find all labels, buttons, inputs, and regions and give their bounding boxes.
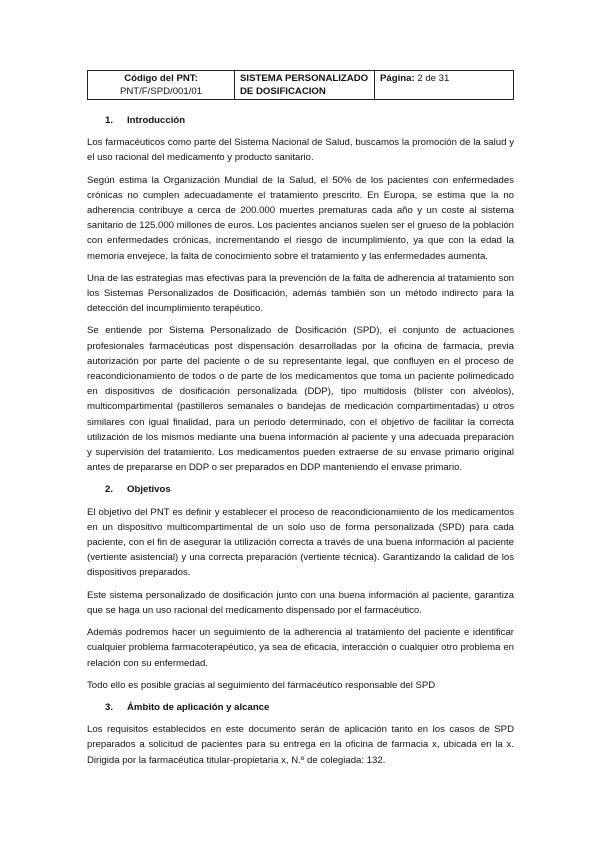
section-heading-objetivos	[87, 482, 514, 497]
section-title: Ámbito de aplicación y alcance	[127, 701, 270, 713]
page-number: 2 de 31	[417, 73, 450, 84]
paragraph: Además podremos hacer un seguimiento de la adherencia al tratamiento del paciente e identificar cualquier problema farmacoterapéutico, ya sea de eficacia, interacción o cualquier otro problema en relación con su enfermedad.	[87, 627, 514, 669]
paragraph: Todo ello es posible gracias al seguimiento del farmacéutico responsable del SPD	[87, 679, 436, 691]
paragraph: Una de las estrategias mas efectivas para la prevención de la falta de adherencia al tratamiento son los Sistemas Personalizados de Dosificación, además también son un método indirecto para la detección del incumplimiento terapéutico.	[87, 272, 514, 315]
page-label: Página:	[380, 73, 415, 84]
section-number: 3.	[105, 701, 114, 713]
code-cell	[88, 71, 235, 100]
header-table	[87, 70, 514, 100]
system-cell	[235, 71, 375, 100]
paragraph: Los requisitos establecidos en este documento serán de aplicación tanto en los casos de SPD preparados a solicitud de pacientes para su entrega en la oficina de farmacia x, ubicada en la x. Dirigida por la farmacéutica titular-propietaria x, N.º de colegiada: 132.	[87, 724, 514, 766]
section-heading-introduccion	[87, 113, 514, 128]
section-number: 2.	[105, 484, 114, 496]
paragraph: El objetivo del PNT es definir y establecer el proceso de reacondicionamiento de los medicamentos en un dispositivo multicompartimental de un solo uso de forma personalizada (SPD) para cada paciente, con el fin de asegurar la utilización correcta a través de una buena información al paciente (vertiente asistencial) y una correcta preparación (vertiente técnica). Garantizando la calidad de los dispositivos preparados.	[87, 506, 514, 579]
section-number: 1.	[105, 115, 114, 126]
document-body	[87, 113, 514, 775]
system-title-line2: DE DOSIFICACION	[240, 86, 326, 97]
page-cell	[375, 71, 514, 100]
code-value: PNT/F/SPD/001/01	[119, 86, 203, 97]
paragraph: Este sistema personalizado de dosificación junto con una buena información al paciente, garantiza que se haga un uso racional del medicamento dispensado por el farmacéutico.	[87, 589, 514, 616]
paragraph: Se entiende por Sistema Personalizado de Dosificación (SPD), el conjunto de actuaciones profesionales farmacéuticas post dispensación desarrolladas por la oficina de farmacia, previa autorización por parte del paciente o de su representante legal, que confluyen en el proceso de reacondicionamiento de todos o de parte de los medicamentos que toma un paciente polimedicado en dispositivos de dosificación personalizada (DDP), tipo multidosis (blíster con alvéolos), multicompartimental (pastilleros semanales o bandejas de medicación compartimentadas) u otros similares con igual finalidad, para un periodo determinado, con el objetivo de facilitar la correcta utilización de los mismos mediante una buena información al paciente y una adecuada preparación y supervisión del tratamiento. Los medicamentos pueden extraerse de su envase primario original antes de prepararse en DDP o ser preparados en DDP manteniendo el envase primario.	[87, 325, 514, 474]
paragraph: Los farmacéuticos como parte del Sistema Nacional de Salud, buscamos la promoción de la salud y el uso racional del medicamento y producto sanitario.	[87, 137, 514, 164]
section-title: Objetivos	[127, 484, 171, 496]
section-title: Introducción	[127, 115, 186, 126]
system-title-line1: SISTEMA PERSONALIZADO	[240, 73, 369, 84]
section-heading-ambito	[87, 700, 514, 715]
paragraph: Según estima la Organización Mundial de la Salud, el 50% de los pacientes con enfermedades crónicas no cumplen adecuadamente el tratamiento prescrito. En Europa, se estima que la no adherencia contribuye a cerca de 200.000 muertes prematuras cada año y un coste al sistema sanitario de 125.000 millones de euros. Los pacientes ancianos suelen ser el grueso de la población con enfermedades crónicas, incrementando el riesgo de incumplimiento, ya que con la edad la memoria envejece, la falta de conocimiento sobre el tratamiento y las enfermedades aumenta.	[87, 174, 514, 262]
code-label: Código del PNT:	[124, 73, 198, 84]
